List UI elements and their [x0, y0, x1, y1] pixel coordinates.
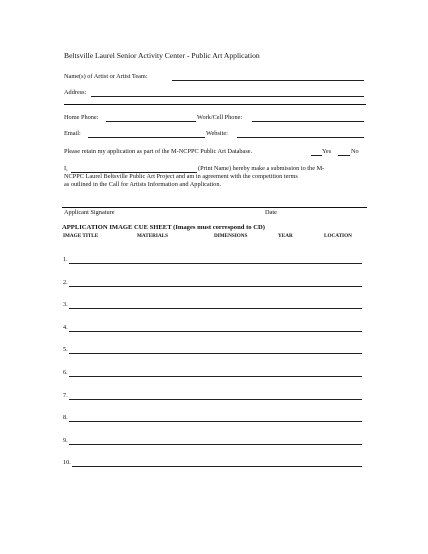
cue-row-field[interactable] [69, 421, 362, 422]
work-phone-label: Work/Cell Phone: [197, 114, 243, 121]
cue-row-field[interactable] [69, 376, 362, 377]
email-label: Email: [64, 130, 81, 137]
no-checkbox-line[interactable] [338, 155, 350, 156]
home-phone-label: Home Phone: [64, 114, 99, 121]
agreement-line3: as outlined in the Call for Artists Information and Application. [64, 181, 222, 188]
agreement-line2: NCPPC Laurel Beltsville Public Art Project and am in agreement with the competition terms [64, 173, 298, 180]
cue-row-number: 5. [63, 346, 68, 354]
cue-sheet-title: APPLICATION IMAGE CUE SHEET (Images must correspond to CD) [62, 224, 265, 231]
cue-row-field[interactable] [69, 331, 362, 332]
cue-row-number: 6. [63, 369, 68, 376]
names-field[interactable] [172, 80, 364, 81]
cue-row-number: 8. [63, 414, 68, 422]
cue-row-number: 1. [63, 256, 68, 263]
address-field[interactable] [91, 96, 364, 97]
agreement-line1: (Print Name) hereby make a submission to the M- [198, 165, 325, 172]
applicant-signature-label: Applicant Signature [64, 209, 115, 216]
section-divider [64, 104, 366, 105]
cue-row-number: 7. [63, 391, 68, 399]
page-title: Beltsville Laurel Senior Activity Center - Public Art Application [64, 51, 260, 60]
cue-row-number: 9. [63, 436, 68, 444]
cue-row-number: 10. [63, 459, 71, 467]
yes-label: Yes [322, 148, 332, 155]
home-phone-field[interactable] [106, 121, 196, 122]
column-materials: MATERIALS [137, 233, 169, 239]
cue-row-field[interactable] [69, 399, 362, 400]
column-dimensions: DIMENSIONS [214, 233, 248, 239]
email-field[interactable] [88, 137, 205, 138]
names-label: Name(s) of Artist or Artist Team: [64, 73, 148, 80]
cue-row-field[interactable] [72, 466, 362, 467]
cue-row-field[interactable] [69, 308, 362, 309]
retain-text: Please retain my application as part of the M-NCPPC Public Art Database. [64, 148, 253, 155]
address-label: Address: [64, 89, 87, 96]
no-label: No [351, 148, 359, 155]
agreement-i: I, [64, 165, 68, 172]
cue-row-field[interactable] [69, 263, 362, 264]
cue-row-field[interactable] [69, 286, 362, 287]
column-location: LOCATION [324, 233, 352, 239]
website-field[interactable] [237, 137, 364, 138]
cue-row-field[interactable] [69, 353, 362, 354]
cue-row-number: 2. [63, 278, 68, 286]
column-year: YEAR [278, 233, 293, 239]
column-image-title: IMAGE TITLE [63, 233, 99, 239]
signature-line[interactable] [62, 207, 367, 208]
yes-checkbox-line[interactable] [311, 155, 322, 156]
cue-row-field[interactable] [69, 444, 362, 445]
work-phone-field[interactable] [252, 121, 364, 122]
cue-row-number: 4. [63, 323, 68, 331]
cue-row-number: 3. [63, 301, 68, 309]
website-label: Website: [206, 130, 228, 137]
date-label: Date [265, 209, 277, 216]
